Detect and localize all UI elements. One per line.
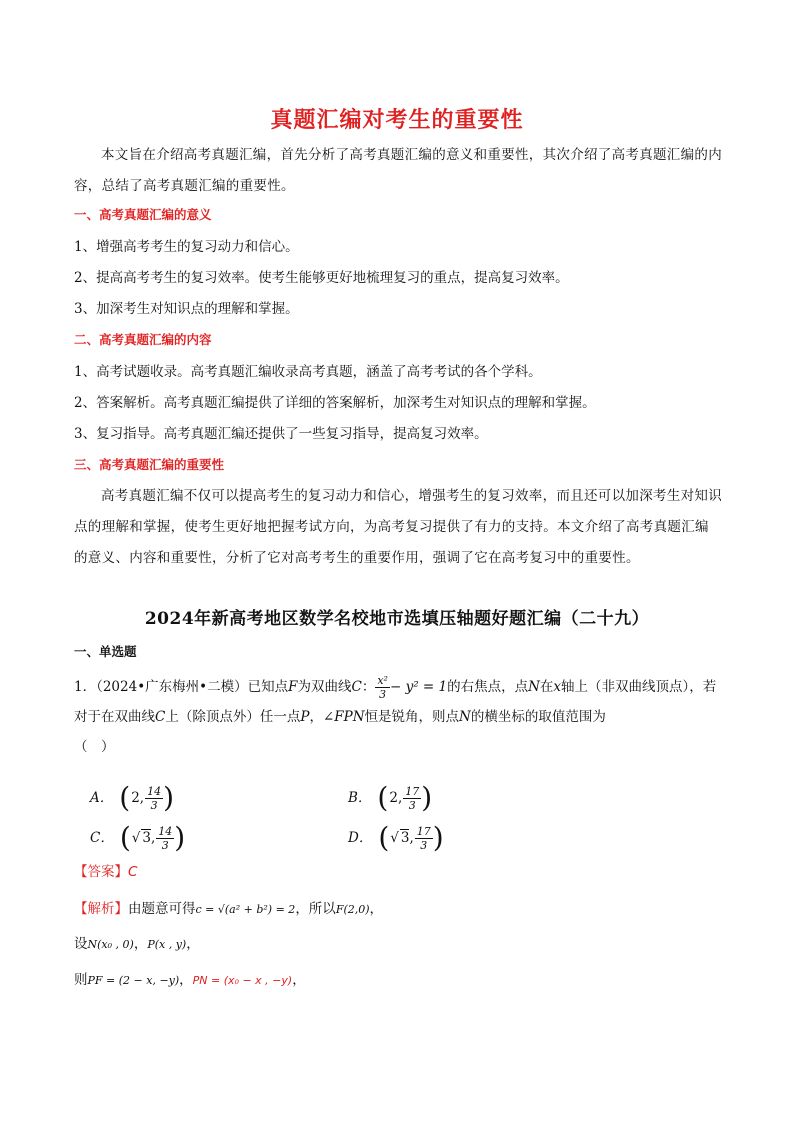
question-1: 1．（2024•广东梅州•二模）已知点F为双曲线C： $\frac{\text{x²}}{3}$ − y² = 1的右焦点，点N在x轴上（非双曲线顶点），若对于在双曲线C上（除顶点外）任一点P，∠FPN恒是锐角，则点N的横坐标的取值范围为 （ ） bbox=[74, 674, 717, 755]
section-heading-meaning: 一、高考真题汇编的意义 bbox=[74, 207, 212, 222]
list-item: 3、复习指导。高考真题汇编还提供了一些复习指导，提高复习效率。 bbox=[74, 426, 488, 442]
answer: 【答案】C bbox=[74, 864, 138, 880]
analysis-line-1: 【解析】由题意可得c = √(a² + b²) = 2，所以F(2,0)， bbox=[74, 901, 384, 917]
exam-section-heading: 一、单选题 bbox=[74, 644, 137, 659]
intro-paragraph: 本文旨在介绍高考真题汇编，首先分析了高考真题汇编的意义和重要性，其次介绍了高考真题汇编的内容，总结了高考真题汇编的重要性。 bbox=[74, 147, 722, 194]
analysis-line-2: 设N(x₀ , 0)，P(x , y)， bbox=[74, 936, 200, 952]
option-c[interactable]: C． ( √ 3, $\frac{14}{3}$ ) bbox=[90, 821, 186, 854]
exam-title: 2024年新高考地区数学名校地市选填压轴题好题汇编（二十九） bbox=[144, 609, 650, 629]
section-heading-importance: 三、高考真题汇编的重要性 bbox=[74, 457, 225, 472]
option-b[interactable]: B． ( 2, $\frac{17}{3}$ ) bbox=[348, 781, 433, 814]
list-item: 2、提高高考考生的复习效率。使考生能够更好地梳理复习的重点，提高复习效率。 bbox=[74, 270, 569, 286]
list-item: 3、加深考生对知识点的理解和掌握。 bbox=[74, 301, 299, 317]
list-item: 1、高考试题收录。高考真题汇编收录高考真题，涵盖了高考考试的各个学科。 bbox=[74, 364, 542, 380]
option-a[interactable]: A． ( 2, $\frac{14}{3}$ ) bbox=[90, 781, 175, 814]
importance-paragraph: 高考真题汇编不仅可以提高考生的复习动力和信心，增强考生的复习效率，而且还可以加深考生对知识点的理解和掌握，使考生更好地把握考试方向，为高考复习提供了有力的支持。本文介绍了高考真题汇编的意义、内容和重要性，分析了它对高考考生的重要作用，强调了它在高考复习中的重要性。 bbox=[74, 488, 722, 566]
list-item: 1、增强高考考生的复习动力和信心。 bbox=[74, 239, 299, 255]
section-heading-content: 二、高考真题汇编的内容 bbox=[74, 332, 212, 347]
option-d[interactable]: D． ( √ 3, $\frac{17}{3}$ ) bbox=[348, 821, 444, 854]
hyperbola-fraction: $\frac{\text{x²}}{3}$ bbox=[377, 674, 388, 701]
doc-title: 真题汇编对考生的重要性 bbox=[270, 108, 524, 133]
analysis-line-3: 则PF = (2 − x, −y)，PN = (x₀ − x , −y)， bbox=[74, 972, 306, 988]
list-item: 2、答案解析。高考真题汇编提供了详细的答案解析，加深考生对知识点的理解和掌握。 bbox=[74, 395, 596, 411]
